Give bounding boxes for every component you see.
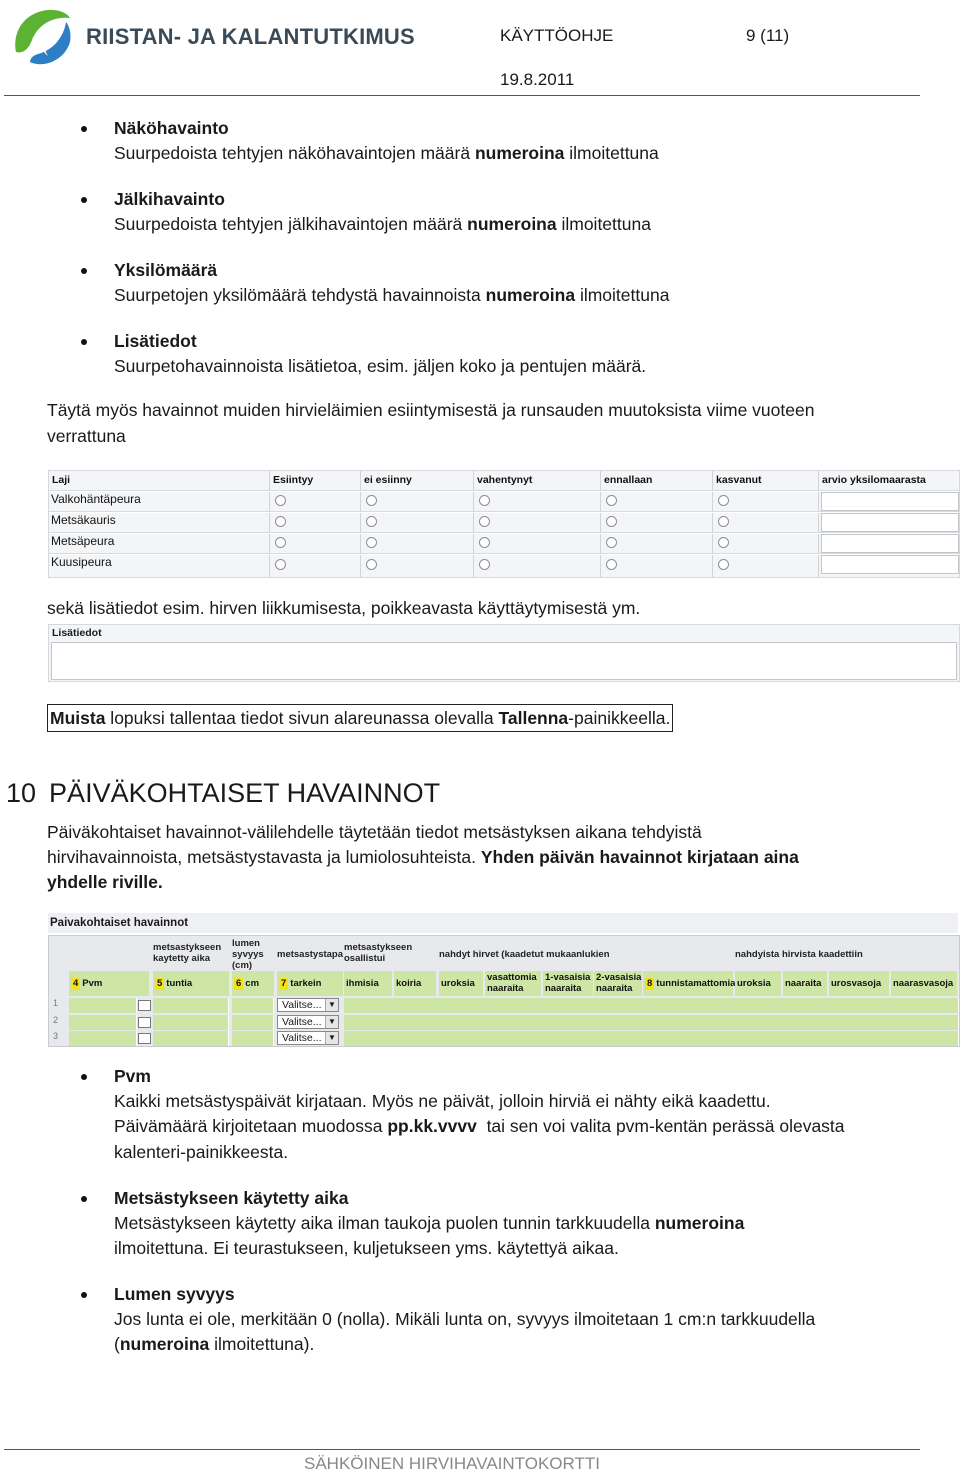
- radio-ei-esiinny[interactable]: [366, 495, 377, 506]
- bullet-title: Lumen syvyys: [114, 1284, 235, 1304]
- paragraph-line: hirvihavainnoista, metsästystavasta ja lumiolosuhteista. Yhden päivän havainnot kirjataan aina: [47, 847, 799, 867]
- estimate-input[interactable]: [821, 534, 959, 553]
- daily-table-title: Paivakohtaiset havainnot: [48, 913, 958, 933]
- radio-vahentynyt[interactable]: [479, 537, 490, 548]
- org-name: RIISTAN- JA KALANTUTKIMUS: [86, 24, 415, 49]
- column-header: 4 Pvm: [69, 971, 149, 996]
- bullet-text: Suurpetohavainnoista lisätietoa, esim. jäljen koko ja pentujen määrä.: [114, 356, 647, 376]
- estimate-input[interactable]: [821, 555, 959, 574]
- table-row: [49, 998, 959, 1013]
- column-header: koiria: [394, 971, 436, 996]
- radio-ei-esiinny[interactable]: [366, 537, 377, 548]
- bullet-title: Yksilömäärä: [114, 260, 218, 280]
- hunting-method-select[interactable]: Valitse... ▼: [277, 1031, 339, 1045]
- column-header: uroksia: [439, 971, 483, 996]
- chevron-down-icon: ▼: [325, 999, 338, 1011]
- chevron-down-icon: ▼: [325, 1032, 338, 1044]
- snow-input[interactable]: [232, 1015, 274, 1030]
- snow-input[interactable]: [232, 998, 274, 1013]
- bullet-dot: [81, 126, 87, 132]
- bullet-title: Jälkihavainto: [114, 189, 225, 209]
- other-deer-form-table: [48, 470, 960, 578]
- daily-observations-table: [48, 935, 960, 1047]
- hours-input[interactable]: [153, 1015, 229, 1030]
- calendar-icon[interactable]: [138, 1033, 151, 1044]
- group-header: lumen syvyys (cm): [232, 938, 264, 971]
- calendar-icon[interactable]: [138, 1000, 151, 1011]
- radio-kasvanut[interactable]: [718, 495, 729, 506]
- additional-info-textarea[interactable]: [51, 642, 957, 680]
- column-header: naaraita: [783, 971, 827, 996]
- column-divider: [712, 471, 713, 577]
- date-input[interactable]: [69, 1015, 137, 1030]
- bullet-text: Metsästykseen käytetty aika ilman taukoja puolen tunnin tarkkuudella numeroina: [114, 1213, 745, 1233]
- paragraph-line: verrattuna: [47, 426, 126, 446]
- species-label: Metsäpeura: [51, 534, 115, 548]
- radio-kasvanut[interactable]: [718, 559, 729, 570]
- column-header: arvio yksilomaarasta: [822, 474, 926, 486]
- column-header: ei esiinny: [364, 474, 412, 486]
- radio-esiintyy[interactable]: [275, 495, 286, 506]
- radio-esiintyy[interactable]: [275, 516, 286, 527]
- counts-inputs[interactable]: [344, 1015, 959, 1030]
- column-header: vasattomia naaraita: [485, 971, 541, 996]
- group-header: metsastystapa: [277, 949, 344, 960]
- column-header: 5 tuntia: [153, 971, 229, 996]
- footer-title: SÄHKÖINEN HIRVIHAVAINTOKORTTI: [304, 1454, 600, 1473]
- column-divider: [818, 471, 819, 577]
- bullet-text: Suurpedoista tehtyjen jälkihavaintojen määrä numeroina ilmoitettuna: [114, 214, 651, 234]
- bullet-title: Näköhavainto: [114, 118, 229, 138]
- additional-info-box: [48, 624, 960, 682]
- counts-inputs[interactable]: [344, 1031, 959, 1046]
- radio-vahentynyt[interactable]: [479, 559, 490, 570]
- bullet-dot: [81, 1074, 87, 1080]
- radio-ei-esiinny[interactable]: [366, 516, 377, 527]
- bullet-title: Lisätiedot: [114, 331, 197, 351]
- document-label: KÄYTTÖOHJE: [500, 26, 614, 45]
- group-header: nahdyt hirvet (kaadetut mukaanlukien: [439, 949, 610, 960]
- bullet-text: Suurpetojen yksilömäärä tehdystä havainnoista numeroina ilmoitettuna: [114, 285, 670, 305]
- radio-ennallaan[interactable]: [606, 516, 617, 527]
- bullet-dot: [81, 1292, 87, 1298]
- hunting-method-select[interactable]: Valitse... ▼: [277, 998, 339, 1012]
- chevron-down-icon: ▼: [325, 1016, 338, 1028]
- bullet-dot: [81, 197, 87, 203]
- row-number: 1: [53, 998, 59, 1008]
- radio-ennallaan[interactable]: [606, 559, 617, 570]
- radio-ennallaan[interactable]: [606, 537, 617, 548]
- bullet-dot: [81, 1196, 87, 1202]
- bullet-dot: [81, 339, 87, 345]
- radio-kasvanut[interactable]: [718, 516, 729, 527]
- date-input[interactable]: [69, 998, 137, 1013]
- species-label: Valkohäntäpeura: [51, 492, 141, 506]
- column-header: ihmisia: [344, 971, 392, 996]
- additional-info-label: Lisätiedot: [52, 627, 102, 639]
- column-header: Esiintyy: [273, 474, 314, 486]
- column-divider: [269, 471, 270, 577]
- bullet-dot: [81, 268, 87, 274]
- radio-esiintyy[interactable]: [275, 559, 286, 570]
- column-header: 2-vasaisia naaraita: [596, 972, 642, 994]
- radio-esiintyy[interactable]: [275, 537, 286, 548]
- header-rule: [4, 95, 920, 96]
- bullet-text: ilmoitettuna. Ei teurastukseen, kuljetukseen yms. käytettyä aikaa.: [114, 1238, 619, 1258]
- snow-input[interactable]: [232, 1031, 274, 1046]
- bullet-text: (numeroina ilmoitettuna).: [114, 1334, 315, 1354]
- group-header: metsastykseen osallistui: [344, 942, 413, 964]
- species-label: Metsäkauris: [51, 513, 116, 527]
- table-row: [49, 1015, 959, 1030]
- column-header: 7 tarkein: [277, 971, 343, 996]
- bullet-text: Suurpedoista tehtyjen näköhavaintojen määrä numeroina ilmoitettuna: [114, 143, 659, 163]
- table-row: [49, 1031, 959, 1046]
- paragraph-line: yhdelle riville.: [47, 872, 163, 892]
- page-number: 9 (11): [746, 26, 790, 45]
- bullet-text: Kaikki metsästyspäivät kirjataan. Myös ne päivät, jolloin hirviä ei nähty eikä kaadettu.: [114, 1091, 771, 1111]
- institute-logo: [8, 6, 74, 72]
- paragraph-line: Päiväkohtaiset havainnot-välilehdelle täytetään tiedot metsästyksen aikana tehdyistä: [47, 822, 702, 842]
- column-header: 1-vasaisia naaraita: [543, 971, 593, 996]
- bullet-title: Pvm: [114, 1066, 151, 1086]
- column-header: kasvanut: [716, 474, 762, 486]
- bullet-text: kalenteri-painikkeesta.: [114, 1142, 289, 1162]
- group-header: metsastykseen kaytetty aika: [153, 942, 222, 964]
- hunting-method-select[interactable]: Valitse... ▼: [277, 1015, 339, 1029]
- radio-vahentynyt[interactable]: [479, 495, 490, 506]
- row-number: 3: [53, 1031, 59, 1041]
- radio-vahentynyt[interactable]: [479, 516, 490, 527]
- reminder-box: Muista lopuksi tallentaa tiedot sivun alareunassa olevalla Tallenna-painikkeella.: [47, 704, 673, 732]
- radio-kasvanut[interactable]: [718, 537, 729, 548]
- counts-inputs[interactable]: [344, 998, 959, 1013]
- estimate-input[interactable]: [821, 513, 959, 532]
- column-header: uroksia: [735, 971, 781, 996]
- column-header: urosvasoja: [829, 971, 889, 996]
- calendar-icon[interactable]: [138, 1017, 151, 1028]
- bullet-title: Metsästykseen käytetty aika: [114, 1188, 349, 1208]
- column-header: 8 tunnistamattomia: [643, 971, 733, 996]
- document-date: 19.8.2011: [500, 70, 575, 89]
- column-header: ennallaan: [604, 474, 653, 486]
- paragraph-line: sekä lisätiedot esim. hirven liikkumisesta, poikkeavasta käyttäytymisestä ym.: [47, 598, 641, 618]
- column-header: naarasvasoja: [891, 971, 957, 996]
- bullet-text: Jos lunta ei ole, merkitään 0 (nolla). Mikäli lunta on, syvyys ilmoitetaan 1 cm:n tarkkuudella: [114, 1309, 816, 1329]
- column-divider: [473, 471, 474, 577]
- paragraph-line: Täytä myös havainnot muiden hirvieläimien esiintymisestä ja runsauden muutoksista viime vuoteen: [47, 400, 815, 420]
- group-header: nahdyista hirvista kaadettiin: [735, 949, 863, 960]
- row-number: 2: [53, 1015, 59, 1025]
- hours-input[interactable]: [153, 998, 229, 1013]
- radio-ei-esiinny[interactable]: [366, 559, 377, 570]
- column-header: 6 cm: [232, 971, 274, 996]
- column-divider: [600, 471, 601, 577]
- column-header: Laji: [52, 474, 71, 486]
- column-header: vahentynyt: [477, 474, 533, 486]
- species-label: Kuusipeura: [51, 555, 112, 569]
- section-heading: 10 PÄIVÄKOHTAISET HAVAINNOT: [6, 778, 441, 808]
- column-divider: [360, 471, 361, 577]
- footer-rule: [4, 1449, 920, 1450]
- bullet-text: Päivämäärä kirjoitetaan muodossa pp.kk.vvvv tai sen voi valita pvm-kentän perässä olevasta: [114, 1116, 845, 1136]
- estimate-input[interactable]: [821, 492, 959, 511]
- radio-ennallaan[interactable]: [606, 495, 617, 506]
- hours-input[interactable]: [153, 1031, 229, 1046]
- date-input[interactable]: [69, 1031, 137, 1046]
